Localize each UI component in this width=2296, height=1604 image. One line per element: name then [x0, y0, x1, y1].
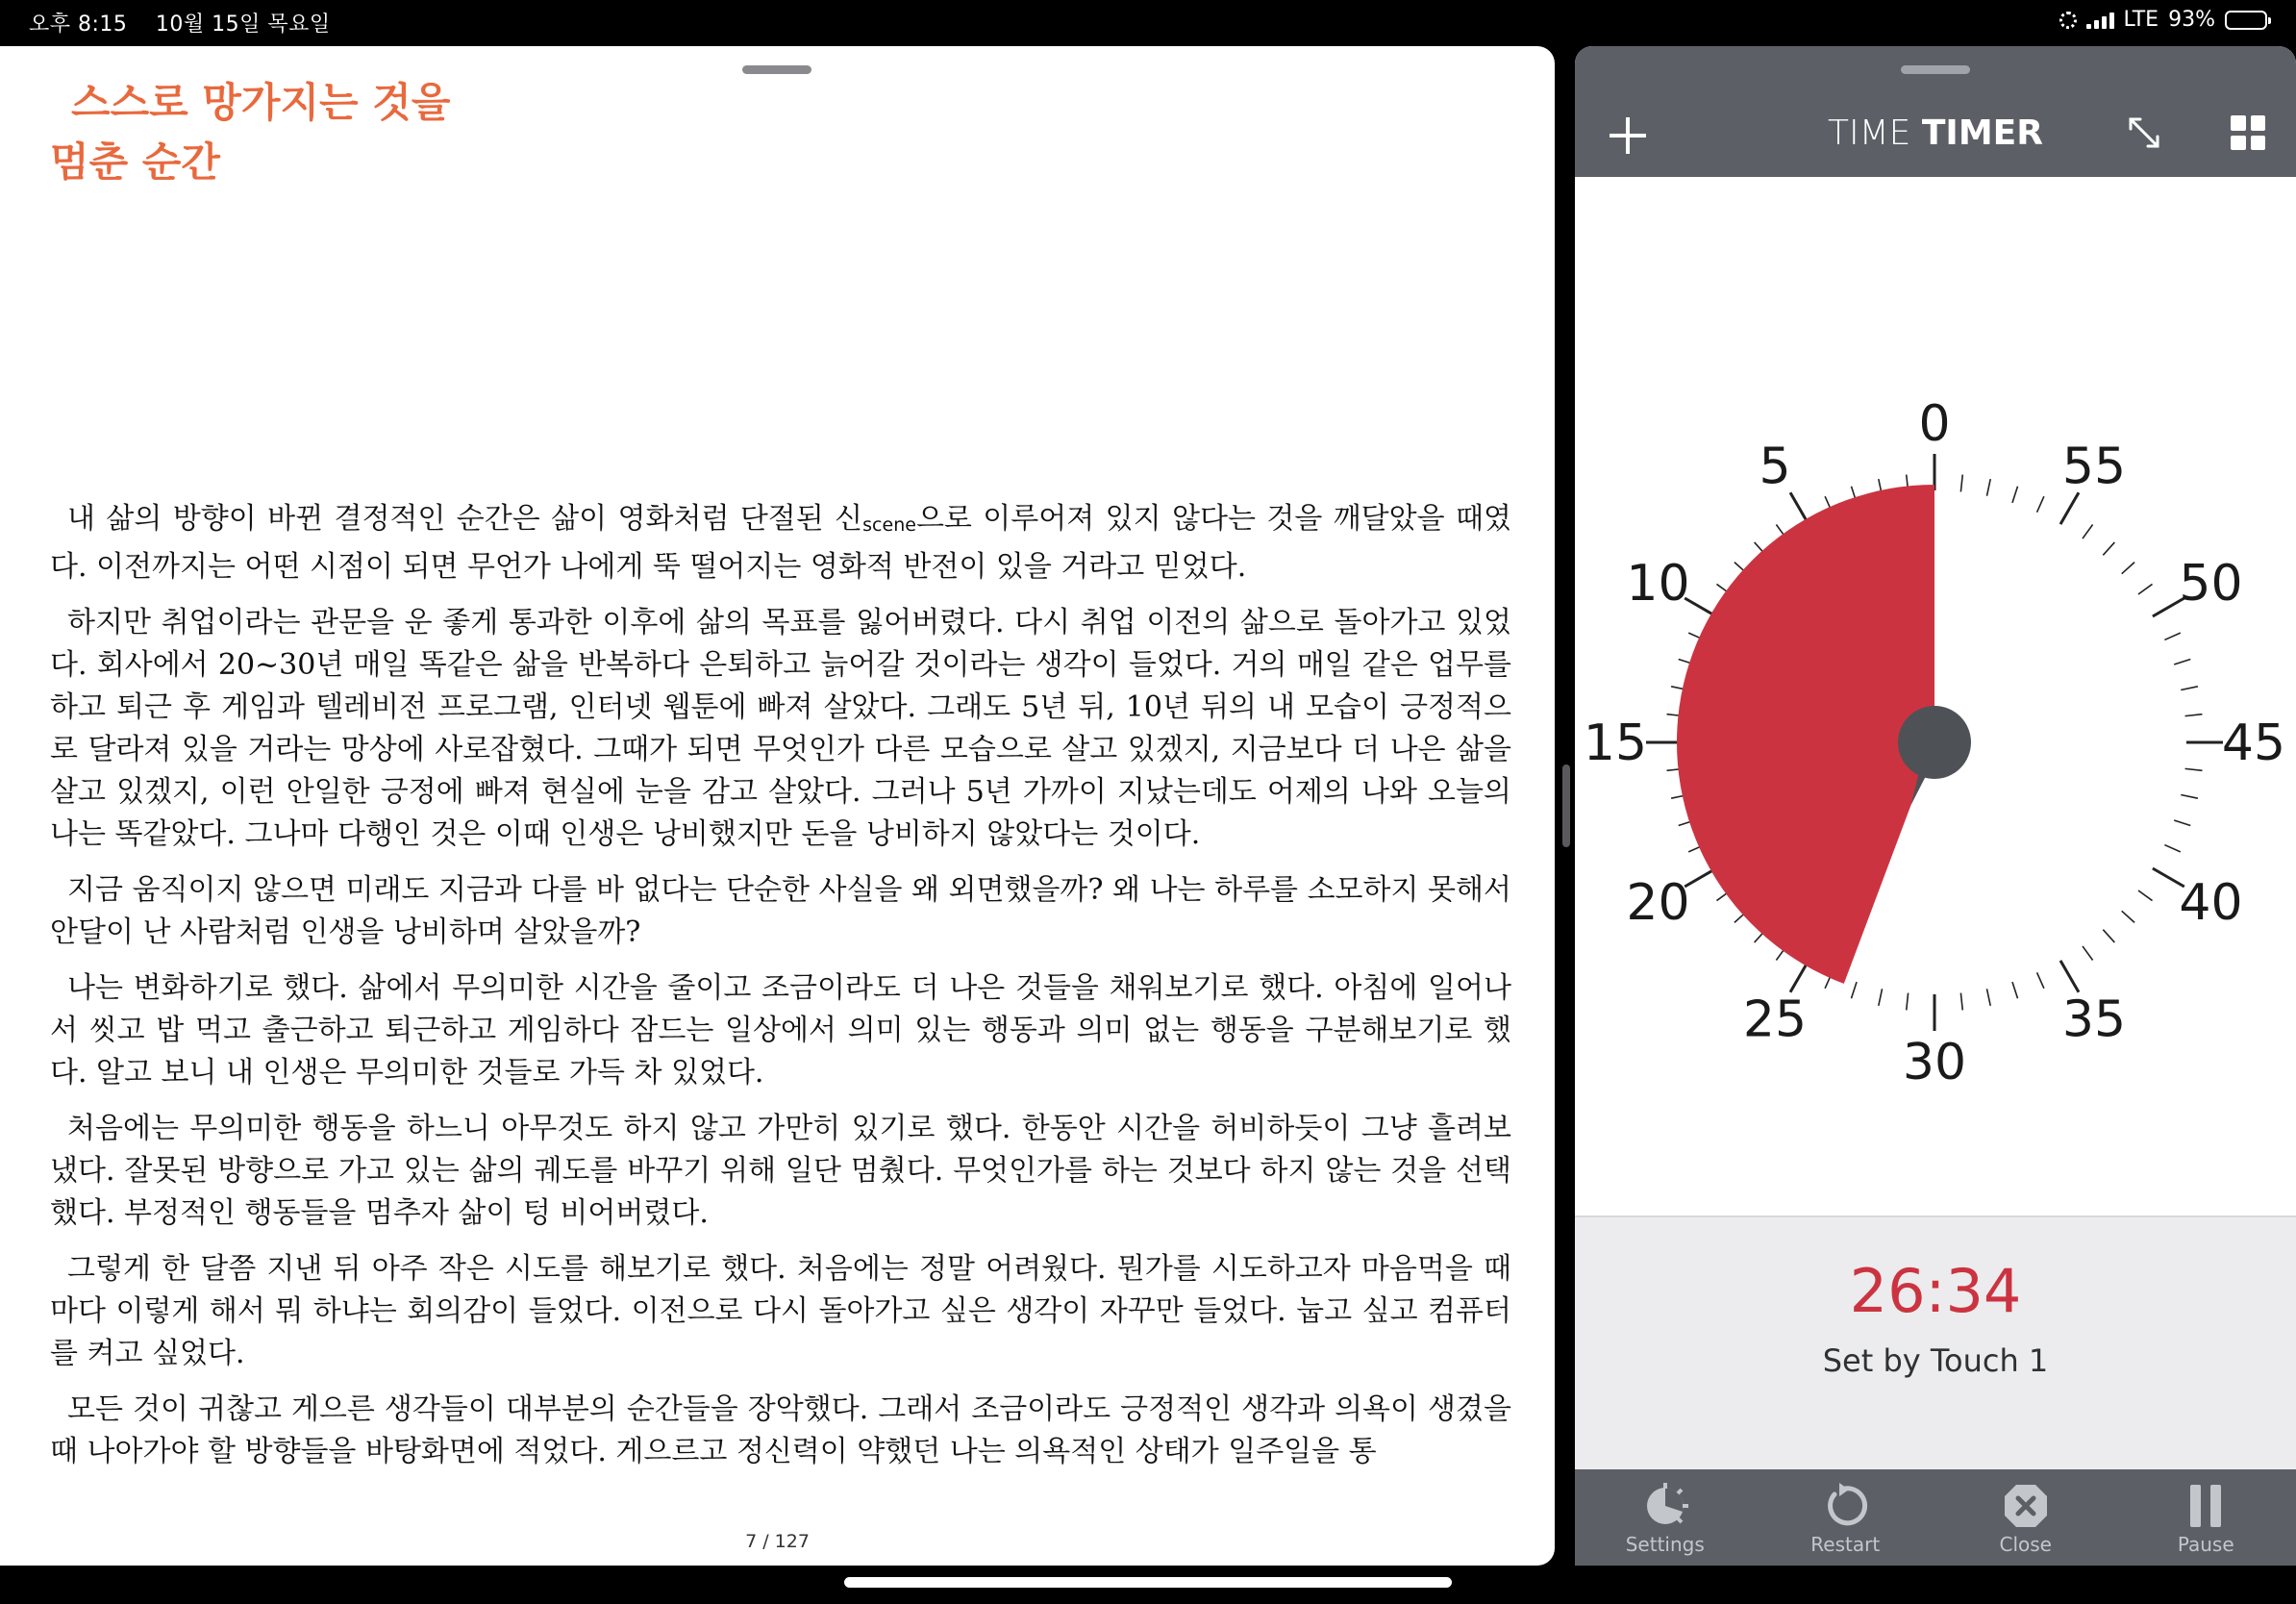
paragraph [50, 498, 1511, 589]
multitasking-grabber[interactable] [742, 65, 811, 74]
status-left [29, 8, 352, 38]
dial-minor-tick [2164, 633, 2180, 639]
close-label: Close [1999, 1533, 2052, 1556]
dial-label: 25 [1742, 990, 1808, 1049]
paragraph: 모든 것이 귀찮고 게으른 생각들이 대부분의 순간들을 장악했다. 그래서 조금이라도 긍정적인 생각과 의욕이 생겼을 때 나아가야 할 방향들을 바탕화면에 적었다. 게으르고 정신력이 약했던 나는 의욕적인 상태가 일주일을 통 [50, 1392, 1511, 1468]
timer-grid-icon[interactable] [2231, 115, 2265, 150]
timer-name[interactable]: Set by Touch 1 [1822, 1342, 2049, 1379]
time-timer-pane [1575, 46, 2296, 1566]
dial-minor-tick [2122, 563, 2134, 574]
timer-dial-area[interactable] [1575, 177, 2296, 1216]
multitasking-grabber[interactable] [1901, 65, 1970, 74]
dial-minor-tick [2083, 524, 2093, 539]
dial-minor-tick [2185, 768, 2203, 770]
dial-minor-tick [1986, 479, 1990, 496]
remaining-time-disk [1677, 485, 1934, 984]
dial-label: 20 [1626, 874, 1690, 932]
dial-minor-tick [2037, 496, 2044, 512]
app-logo [1575, 113, 2296, 153]
logo-text-light: TIME [1828, 113, 1922, 153]
dial-minor-tick [2181, 687, 2198, 690]
dial-major-tick [2060, 961, 2079, 992]
dial-minor-tick [2103, 542, 2114, 555]
dial-label: 55 [2061, 438, 2127, 496]
dial-minor-tick [2012, 487, 2018, 503]
pause-button[interactable] [2116, 1469, 2296, 1566]
status-time: 오후 8:15 [29, 13, 128, 37]
paragraph: 하지만 취업이라는 관문을 운 좋게 통과한 이후에 삶의 목표를 잃어버렸다. 다시 취업 이전의 삶으로 돌아가고 있었다. 회사에서 20~30년 매일 똑같은 삶을 반복하다 은퇴하고 늙어갈 것이라는 생각이 들었다. 거의 매일 같은 업무를 하고 퇴근 후 게임과 텔레비전 프로그램, 인터넷 웹툰에 빠져 살았다. 그래도 5년 뒤, 10년 뒤의 내 모습이 긍정적으로 달라져 있을 거라는 망상에 사로잡혔다. 그때가 되면 무엇인가 다른 모습으로 살고 있겠지, 지금보다 더 나은 삶을 살고 있겠지, 이런 안일한 긍정에 빠져 현실에 눈을 감고 살았다. 그러나 5년 가까이 지났는데도 어제의 나와 오늘의 나는 똑같았다. 그나마 다행인 것은 이때 인생은 낭비했지만 돈을 낭비하지 않았다는 것이다. [50, 606, 1511, 851]
dial-minor-tick [1986, 989, 1990, 1006]
split-view-divider[interactable] [1562, 764, 1570, 847]
dial-label: 0 [1918, 395, 1951, 453]
paragraph: 지금 움직이지 않으면 미래도 지금과 다를 바 없다는 단순한 사실을 왜 외면했을까? 왜 나는 하루를 소모하지 못해서 안달이 난 사람처럼 인생을 낭비하며 살았을까? [50, 873, 1511, 949]
paragraph-text: 으로 이루어져 있지 않다는 것을 깨달았을 때였다. 이전까지는 어떤 시점이 되면 무언가 나에게 뚝 떨어지는 영화적 반전이 있을 거라고 믿었다. [50, 502, 1511, 584]
close-icon [2001, 1481, 2051, 1531]
pause-label: Pause [2177, 1533, 2234, 1556]
pause-icon [2181, 1481, 2231, 1531]
activity-spinner-icon [2059, 12, 2077, 29]
ebook-reader-pane[interactable] [0, 46, 1555, 1566]
status-bar [0, 0, 2296, 46]
dial-minor-tick [2164, 845, 2180, 852]
dial-label: 40 [2179, 874, 2243, 932]
settings-label: Settings [1625, 1533, 1705, 1556]
dial-minor-tick [2012, 982, 2018, 998]
dial-minor-tick [1907, 993, 1909, 1011]
restart-icon [1820, 1481, 1870, 1531]
page-indicator: 7 / 127 [745, 1531, 810, 1552]
home-indicator[interactable] [844, 1577, 1452, 1588]
restart-button[interactable] [1756, 1469, 1936, 1566]
dial-minor-tick [1879, 989, 1883, 1006]
restart-label: Restart [1810, 1533, 1881, 1556]
dial-minor-tick [2181, 794, 2198, 798]
cellular-signal-icon [2086, 12, 2114, 29]
paragraph-text: 내 삶의 방향이 바뀐 결정적인 순간은 삶이 영화처럼 단절된 신 [67, 502, 863, 536]
dial-minor-tick [2138, 584, 2153, 594]
battery-icon [2225, 11, 2267, 30]
paragraph: 그렇게 한 달쯤 지낸 뒤 아주 작은 시도를 해보기로 했다. 처음에는 정말 어려웠다. 뭔가를 시도하고자 마음먹을 때마다 이렇게 해서 뭐 하냐는 회의감이 들었다. 이전으로 다시 돌아가고 싶은 생각이 자꾸만 들었다. 눕고 싶고 컴퓨터를 켜고 싶었다. [50, 1252, 1511, 1370]
chapter-title-line-2: 멈춘 순간 [50, 138, 220, 186]
dial-label: 50 [2179, 555, 2243, 613]
dial-major-tick [2060, 492, 2079, 524]
dial-minor-tick [2122, 911, 2134, 922]
dial-minor-tick [2174, 820, 2190, 826]
logo-text-bold: TIMER [1921, 113, 2043, 153]
timer-header [1575, 46, 2296, 177]
dial-minor-tick [2037, 972, 2044, 988]
status-date: 10월 15일 목요일 [155, 13, 331, 37]
close-button[interactable] [1935, 1469, 2116, 1566]
time-remaining: 26:34 [1849, 1256, 2022, 1326]
dial-minor-tick [2185, 714, 2203, 716]
fullscreen-expand-icon[interactable] [2125, 113, 2163, 152]
timer-dial[interactable] [1575, 177, 2296, 1216]
timer-readout-panel [1575, 1216, 2296, 1471]
dial-label: 5 [1759, 438, 1791, 496]
dial-minor-tick [2083, 946, 2093, 961]
dial-minor-tick [1960, 993, 1962, 1011]
ruby-annotation: scene [862, 514, 916, 536]
settings-gear-icon [1640, 1481, 1690, 1531]
status-right [2059, 8, 2267, 32]
paragraph: 나는 변화하기로 했다. 삶에서 무의미한 시간을 줄이고 조금이라도 더 나은 것들을 채워보기로 했다. 아침에 일어나서 씻고 밥 먹고 출근하고 퇴근하고 게임하다 잠드는 일상에서 의미 있는 행동과 의미 없는 행동을 구분해보기로 했다. 알고 보니 내 인생은 무의미한 것들로 가득 차 있었다. [50, 971, 1511, 1090]
dial-minor-tick [1960, 475, 1962, 492]
battery-percent: 93% [2168, 8, 2215, 32]
dial-minor-tick [2103, 930, 2114, 942]
paragraph: 처음에는 무의미한 행동을 하느니 아무것도 하지 않고 가만히 있기로 했다. 한동안 시간을 허비하듯이 그냥 흘려보냈다. 잘못된 방향으로 가고 있는 삶의 궤도를 바꾸기 위해 일단 멈췄다. 무엇인가를 하는 것보다 하지 않는 것을 선택했다. 부정적인 행동들을 멈추자 삶이 텅 비어버렸다. [50, 1112, 1511, 1230]
dial-label: 35 [2061, 990, 2127, 1049]
network-type: LTE [2123, 8, 2159, 32]
dial-minor-tick [2138, 890, 2153, 901]
chapter-title-line-1: 스스로 망가지는 것을 [71, 79, 451, 126]
settings-button[interactable] [1575, 1469, 1756, 1566]
dial-label: 10 [1626, 555, 1690, 613]
dial-label: 15 [1583, 714, 1648, 772]
timer-toolbar [1575, 1469, 2296, 1566]
dial-minor-tick [1851, 982, 1857, 998]
dial-minor-tick [2174, 659, 2190, 664]
chapter-title [50, 73, 450, 192]
dial-label: 30 [1902, 1034, 1967, 1091]
dial-label: 45 [2221, 714, 2286, 772]
chapter-body [50, 498, 1511, 1487]
